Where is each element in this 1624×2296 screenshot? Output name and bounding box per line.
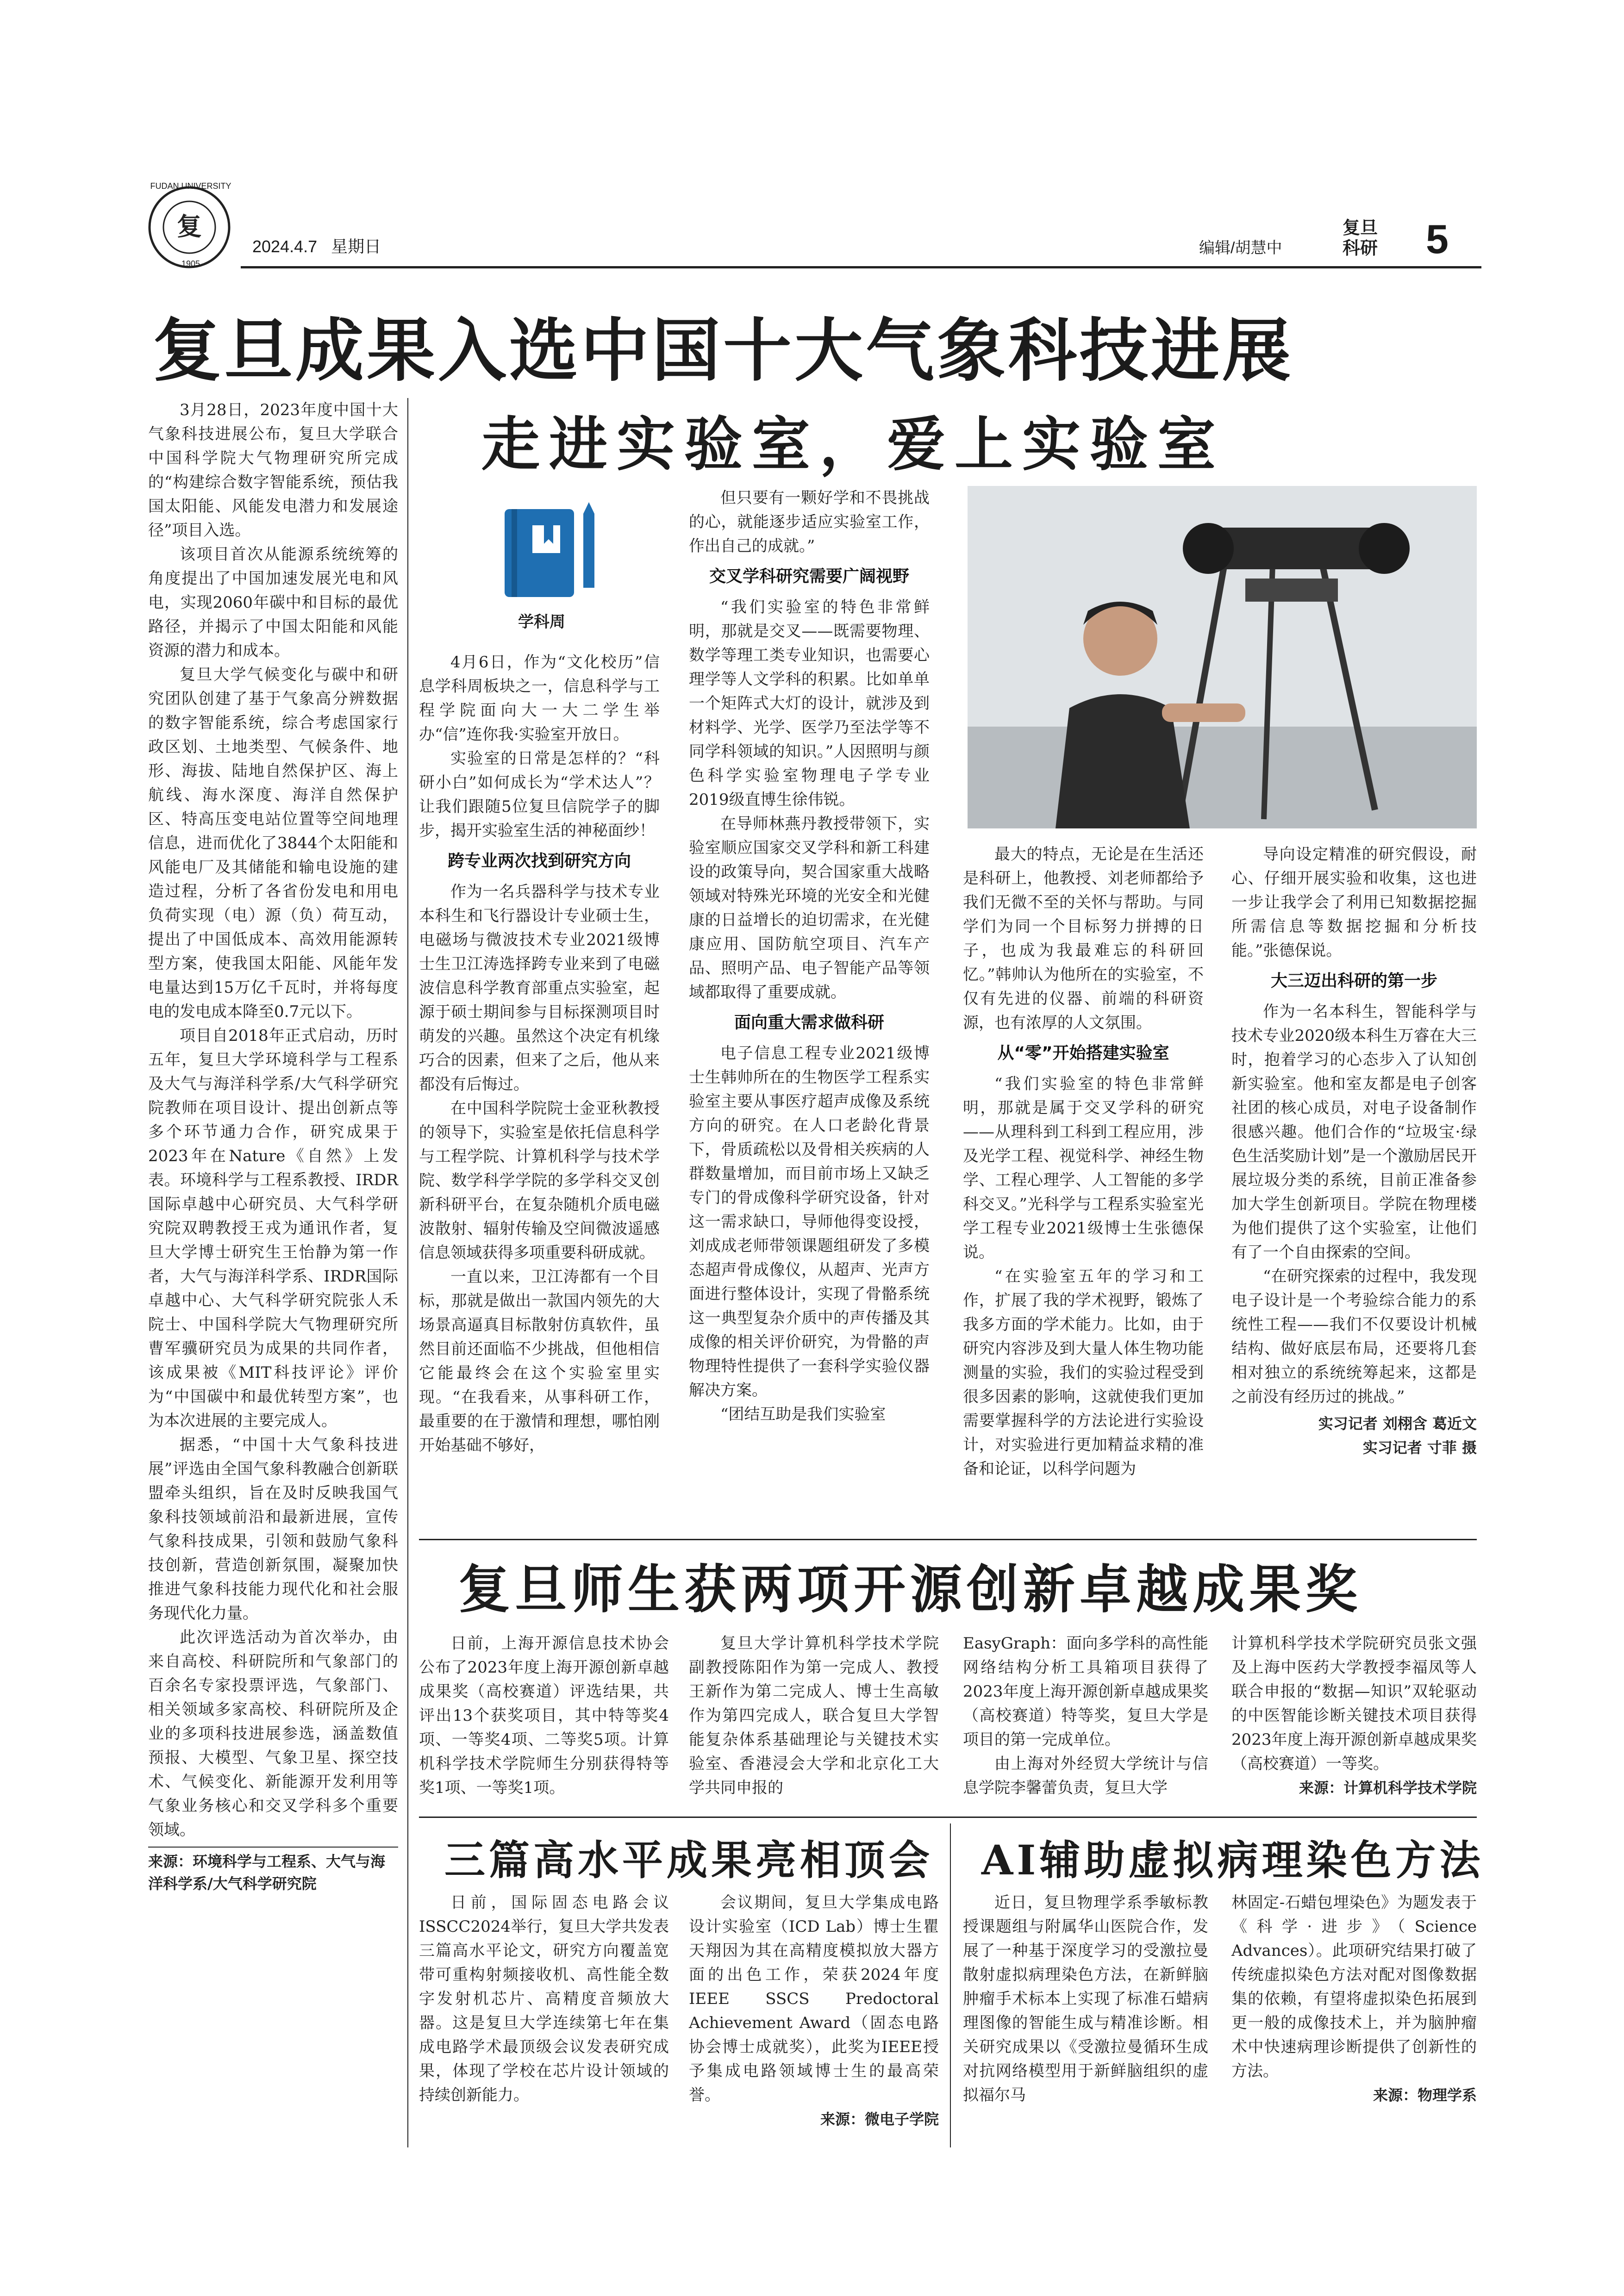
subhead-cross-major: 跨专业两次找到研究方向 (447, 852, 631, 871)
isscc-source: 来源：微电子学院 (820, 2110, 939, 2128)
photographer-credit: 实习记者 寸菲 摄 (1362, 1439, 1477, 1456)
lab-photo (968, 486, 1477, 828)
header-rule (241, 266, 1481, 268)
ai-source: 来源：物理学系 (1373, 2086, 1477, 2104)
main-headline: 复旦成果入选中国十大气象科技进展 (153, 311, 1293, 391)
open-col-3: EasyGraph：面向多学科的高性能网络结构分析工具箱项目获得了2023年度上海开源创新卓越成果奖（高校赛道）特等奖，复旦大学是项目的第一完成单位。 由上海对外经贸大学统计与信息学院李馨蕾负责，复旦大学 (963, 1634, 1208, 1797)
svg-text:复: 复 (177, 212, 202, 241)
weather-source: 来源：环境科学与工程系、大气与海洋科学系/大气科学研究院 (148, 1853, 386, 1892)
ai-col-2: 林固定-石蜡包埋染色》为题发表于《科学·进步》（Science Advances）。此项研究结果打破了传统虚拟染色方法对配对图像数据集的依赖，有望将虚拟染色拓展到更一般的成像技术上，并为脑肿瘤术中快速病理诊断提供了创新性的方法。 来源：物理学系 (1231, 1891, 1477, 2107)
page-number: 5 (1426, 216, 1449, 262)
weather-article: 3月28日，2023年度中国十大气象科技进展公布，复旦大学联合中国科学院大气物理研究所完成的“构建综合数字智能系统，预估我国太阳能、风能发电潜力和发展途径”项目入选。 该项目首次从能源系统统筹的角度提出了中国加速发展光电和风电，实现2060年碳中和目标的最优路径，并揭示了中国太阳能和风能资源的潜力和成本。 复旦大学气候变化与碳中和研究团队创建了基于气象高分辨数据的数字智能系统，综合考虑国家行政区划、土地类型、气候条件、地形、海拔、陆地自然保护区、海上航线、海水深度、海洋自然保护区、特高压变电站位置等空间地理信息，进而优化了3844个太阳能和风能电厂及其储能和输电设施的建造过程，分析了各省份发电和用电负荷实现（电）源（负）荷互动，提出了中国低成本、高效用能源转型方案，使我国太阳能、风能年发电量达到15万亿千瓦时，并将每度电的发电成本降至0.7元以下。 项目自2018年正式启动，历时五年，复旦大学环境科学与工程系及大气与海洋科学系/大气科学研究院教师在项目设计、提出创新点等多个环节通力合作，研究成果于2023年在Nature《自然》上发表。环境科学与工程系教授、IRDR国际卓越中心研究员、大气科学研究院双聘教授王戎为通讯作者，复旦大学博士研究生王怡静为第一作者，大气与海洋科学系、IRDR国际卓越中心、大气科学研究院张人禾院士、中国科学院大气物理研究所曹军骥研究员为成果的共同作者，该成果被《MIT科技评论》评价为“中国碳中和最优转型方案”，也为本次进展的主要完成人。 据悉，“中国十大气象科技进展”评选由全国气象科教融合创新联盟牵头组织，旨在及时反映我国气象科技领域前沿和最新进展，宣传气象科技成果，引领和鼓励气象科技创新，营造创新氛围，凝聚加快推进气象科技能力现代化和社会服务现代化力量。 此次评选活动为首次举办，由来自高校、科研院所和气象部门的百余名专家投票评选，气象部门、相关领域多家高校、科研院所及企业的多项科技进展参选，涵盖数值预报、大模型、气象卫星、探空技术、气候变化、新能源开发利用等气象业务核心和交叉学科多个重要领域。 来源：环境科学与工程系、大气与海洋科学系/大气科学研究院 (148, 398, 398, 1895)
lab-col-2: 但只要有一颗好学和不畏挑战的心，就能逐步适应实验室工作，作出自己的成就。” 交叉学科研究需要广阔视野 “我们实验室的特色非常鲜明，那就是交叉——既需要物理、数学等理工类专业知识，也需要心理学等人文学科的积累。比如单单一个矩阵式大灯的设计，就涉及到材料学、光学、医学乃至法学等不同学科领域的知识。”人因照明与颜色科学实验室物理电子学专业2019级直博生徐伟锐。 在导师林燕丹教授带领下，实验室顺应国家交叉学科和新工科建设的政策导向，契合国家重大战略领域对特殊光环境的光安全和光健康的日益增长的迫切需求，在光健康应用、国防航空项目、汽车产品、照明产品、电子智能产品等领域都取得了重要成就。 面向重大需求做科研 电子信息工程专业2021级博士生韩帅所在的生物医学工程系实验室主要从事医疗超声成像及系统方向的研究。在人口老龄化背景下，骨质疏松以及骨相关疾病的人群数量增加，而目前市场上又缺乏专门的骨成像科学研究设备，针对这一需求缺口，导师他得变设授，刘成成老师带领课题组研发了多模态超声骨成像仪，从超声、光声方面进行整体设计，实现了骨骼系统这一典型复杂介质中的声传播及其成像的相关评价研究，为骨骼的声物理特性提供了一套科学实验仪器解决方案。 “团结互助是我们实验室 (689, 489, 930, 1424)
date: 2024.4.7 (252, 237, 318, 256)
ai-headline: AI辅助虚拟病理染色方法 (981, 1836, 1484, 1884)
subhead-major-needs: 面向重大需求做科研 (734, 1013, 884, 1032)
section-rule-isscc (419, 1817, 1477, 1818)
isscc-headline: 三篇高水平成果亮相顶会 (444, 1836, 934, 1884)
seal-text (149, 181, 232, 191)
isscc-col-2: 会议期间，复旦大学集成电路设计实验室（ICD Lab）博士生瞿天翔因为其在高精度模拟放大器方面的出色工作，荣获2024年度IEEE SSCS Predoctoral Achievement Award（固态电路协会博士成就奖），此奖为IEEE授予集成电路领域博士生的最高荣誉。 来源：微电子学院 (689, 1891, 939, 2131)
issue-date (252, 234, 381, 257)
university-seal (147, 185, 231, 269)
section-name: 复旦科研 (1343, 217, 1378, 258)
open-source: 来源：计算机科学技术学院 (1299, 1779, 1477, 1797)
column-divider (407, 398, 408, 2147)
open-col-1: 日前，上海开源信息技术协会公布了2023年度上海开源创新卓越成果奖（高校赛道）评选结果，共评出13个获奖项目，其中特等奖4项、一等奖4项、二等奖5项。计算机科学技术学院师生分别获得特等奖1项、一等奖1项。 (419, 1634, 669, 1797)
subhead-from-zero: 从“零”开始搭建实验室 (997, 1044, 1169, 1063)
section-rule-open (419, 1539, 1477, 1540)
lab-col-4: 导向设定精准的研究假设，耐心、仔细开展实验和收集，这也进一步让我学会了利用已知数据挖掘所需信息等数据挖掘和分析技能。”张德保说。 大三迈出科研的第一步 作为一名本科生，智能科学与技术专业2020级本科生万睿在大三时，抱着学习的心态步入了认知创新实验室。他和室友都是电子创客社团的核心成员，对电子设备制作很感兴趣。他们合作的“垃圾宝·绿色生活奖励计划”是一个激励居民开展垃圾分类的系统，目前正准备参加大学生创新项目。学院在物理楼为他们提供了这个实验室，让他们有了一个自由探索的空间。 “在研究探索的过程中，我发现电子设计是一个考验综合能力的系统性工程——我们不仅要设计机械结构、做好底层布局，还要将几套相对独立的系统统筹起来，这都是之前没有经历过的挑战。” 实习记者 刘栩含 葛近文 实习记者 寸菲 摄 (1231, 842, 1477, 1460)
reporter-credit: 实习记者 刘栩含 葛近文 (1318, 1415, 1477, 1432)
open-col-2: 复旦大学计算机科学技术学院副教授陈阳作为第一完成人、教授王新作为第二完成人、博士生高敏作为第四完成人，联合复旦大学智能复杂体系基础理论与关键技术实验室、香港浸会大学和北京化工大学共同申报的 (689, 1634, 939, 1797)
lab-col-1: 4月6日，作为“文化校历”信息学科周板块之一，信息科学与工程学院面向大一大二学生举办“信”连你我·实验室开放日。 实验室的日常是怎样的？“科研小白”如何成长为“学术达人”？让我们跟随5位复旦信院学子的脚步，揭开实验室生活的神秘面纱！ 跨专业两次找到研究方向 作为一名兵器科学与技术专业本科生和飞行器设计专业硕士生，电磁场与微波技术专业2021级博士生卫江涛选择跨专业来到了电磁波信息科学教育部重点实验室，起源于硕士期间参与目标探测项目时萌发的兴趣。虽然这个决定有机缘巧合的因素，但来了之后，他从来都没有后悔过。 在中国科学院院士金亚秋教授的领导下，实验室是依托信息科学与工程学院、计算机科学与技术学院、数学科学学院的多学科交叉创新科研平台，在复杂随机介质电磁波散射、辐射传输及空间微波遥感信息领域获得多项重要科研成就。 一直以来，卫江涛都有一个目标，那就是做出一款国内领先的大场景高逼真目标散射仿真软件，虽然目前还面临不少挑战，但他相信它能最终会在这个实验室里实现。“在我看来，从事科研工作，最重要的在于激情和理想，哪怕刚开始基础不够好， (419, 653, 660, 1455)
lab-col-3: 最大的特点，无论是在生活还是科研上，他教授、刘老师都给予我们无微不至的关怀与帮助。与同学们为同一个目标努力拼搏的日子，也成为我最难忘的科研回忆。”韩帅认为他所在的实验室，不仅有先进的仪器、前端的科研资源，也有浓厚的人文氛围。 从“零”开始搭建实验室 “我们实验室的特色非常鲜明，那就是属于交叉学科的研究——从理科到工科到工程应用，涉及光学工程、视觉科学、神经生物学、工程心理学、人工智能的多学科交叉。”光科学与工程系实验室光学工程专业2021级博士生张德保说。 “在实验室五年的学习和工作，扩展了我的学术视野，锻炼了我多方面的学术能力。比如，由于研究内容涉及到大量人体生物功能测量的实验，我们的实验过程受到很多因素的影响，这就使我们更加需要掌握科学的方法论进行实验设计，对实验进行更加精益求精的准备和论证，以科学问题为 (963, 845, 1204, 1478)
xuekezhou-label: 学科周 (518, 613, 565, 631)
seal-year: 1905 (181, 259, 200, 268)
open-source-headline: 复旦师生获两项开源创新卓越成果奖 (458, 1559, 1362, 1620)
subhead-junior-research: 大三迈出科研的第一步 (1270, 971, 1437, 990)
editor: 编辑/胡慧中 (1199, 239, 1282, 257)
isscc-col-1: 日前，国际固态电路会议ISSCC2024举行，复旦大学共发表三篇高水平论文，研究方向覆盖宽带可重构射频接收机、高性能全数字发射机芯片、高精度音频放大器。这是复旦大学连续第七年在集成电路学术最顶级会议发表研究成果，体现了学校在芯片设计领域的持续创新能力。 (419, 1893, 669, 2104)
open-col-4: 计算机科学技术学院研究员张文强及上海中医药大学教授李福凤等人联合申报的“数据—知识”双轮驱动的中医智能诊断关键技术项目获得2023年度上海开源创新卓越成果奖（高校赛道）一等奖。 来源：计算机科学技术学院 (1231, 1631, 1477, 1800)
weekday: 星期日 (331, 237, 381, 256)
book-pencil-icon (500, 500, 611, 606)
lab-headline: 走进实验室，爱上实验室 (481, 410, 1225, 479)
subhead-interdisciplinary: 交叉学科研究需要广阔视野 (709, 567, 909, 586)
source-rule (148, 1847, 398, 1848)
xuekezhou-badge (500, 500, 611, 631)
section-divider-vertical (950, 1823, 951, 2147)
ai-col-1: 近日，复旦物理学系季敏标教授课题组与附属华山医院合作，发展了一种基于深度学习的受激拉曼散射虚拟病理染色方法，在新鲜脑肿瘤手术标本上实现了标准石蜡病理图像的智能生成与精准诊断。相关研究成果以《受激拉曼循环生成对抗网络模型用于新鲜脑组织的虚拟福尔马 (963, 1893, 1208, 2104)
logo-text: FUDAN UNIVERSITY (150, 181, 231, 191)
